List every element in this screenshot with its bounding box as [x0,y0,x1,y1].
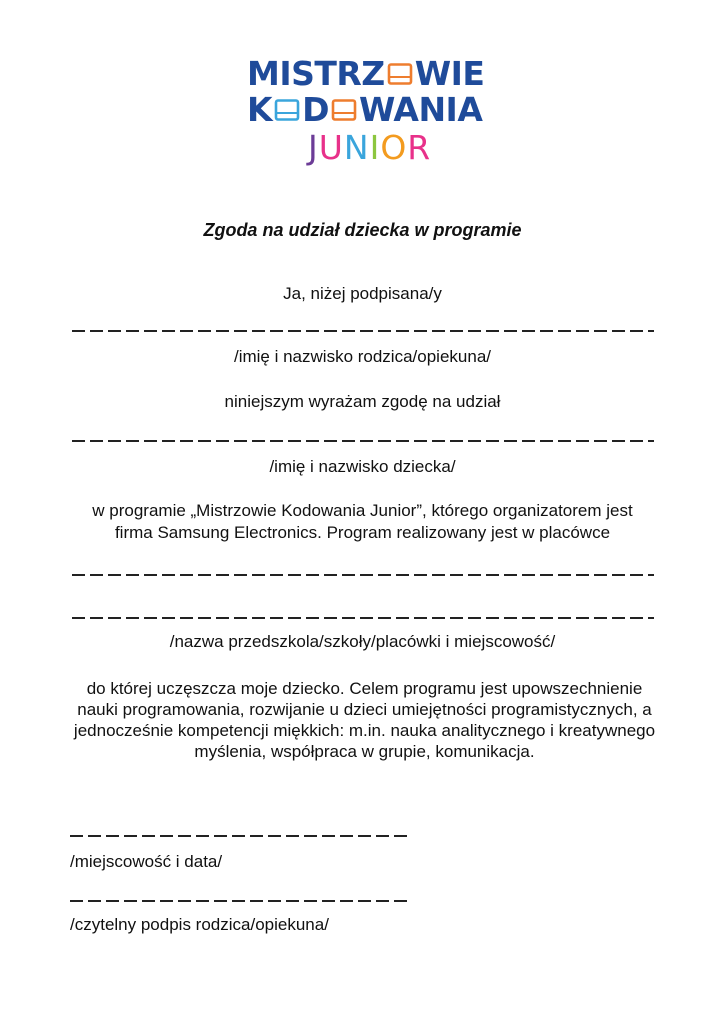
logo-text-mistrz: MISTRZ [247,54,385,93]
keyboard-key-icon-orange-2 [331,99,357,122]
place-date-line[interactable] [70,835,412,837]
logo-line-mistrzowie [247,56,484,92]
logo-junior-letter-u: U [318,128,344,167]
signature-line[interactable] [70,900,412,902]
logo-junior-letter-n: N [343,128,370,167]
institution-caption: /nazwa przedszkola/szkoły/placówki i miejscowość/ [169,632,556,651]
logo-line-kodowania [247,92,482,128]
mistrzowie-kodowania-junior-logo [244,56,484,171]
program-text-line-2: firma Samsung Electronics. Program realizowany jest w placówce [114,523,611,542]
keyboard-key-icon-orange [387,63,413,86]
logo-text-d: D [302,90,329,129]
logo-text-wie: WIE [414,54,485,93]
parent-name-line[interactable] [72,330,654,332]
logo-text-k: K [247,90,273,129]
program-purpose-text: do której uczęszcza moje dziecko. Celem programu jest upowszechnienie nauki programowania, rozwijanie u dzieci umiejętności programistycznych, a jednocześnie kompetencji miękkich: m.in. nauka analitycznego i kreatywnego myślenia, współpraca w grupie, komunikacja. [73,679,656,761]
place-date-caption: /miejscowość i data/ [70,852,223,871]
parent-name-caption: /imię i nazwisko rodzica/opiekuna/ [233,347,491,366]
document-title: Zgoda na udział dziecka w programie [203,220,522,240]
logo-junior-letter-j: J [308,128,319,167]
institution-line-2[interactable] [72,617,654,619]
child-name-line[interactable] [72,440,654,442]
logo-line-junior [308,130,431,166]
program-text-line-1: w programie „Mistrzowie Kodowania Junior”, którego organizatorem jest [92,501,633,520]
consent-text: niniejszym wyrażam zgodę na udział [224,392,501,411]
logo-text-wania: WANIA [358,90,483,129]
institution-line-1[interactable] [72,574,654,576]
keyboard-key-icon-blue [274,99,300,122]
signature-caption: /czytelny podpis rodzica/opiekuna/ [70,915,329,934]
intro-text: Ja, niżej podpisana/y [283,284,442,303]
logo-junior-letter-o: O [380,128,408,167]
logo-junior-letter-r: R [407,128,432,167]
child-name-caption: /imię i nazwisko dziecka/ [269,457,456,476]
logo-junior-letter-i: I [369,128,381,167]
